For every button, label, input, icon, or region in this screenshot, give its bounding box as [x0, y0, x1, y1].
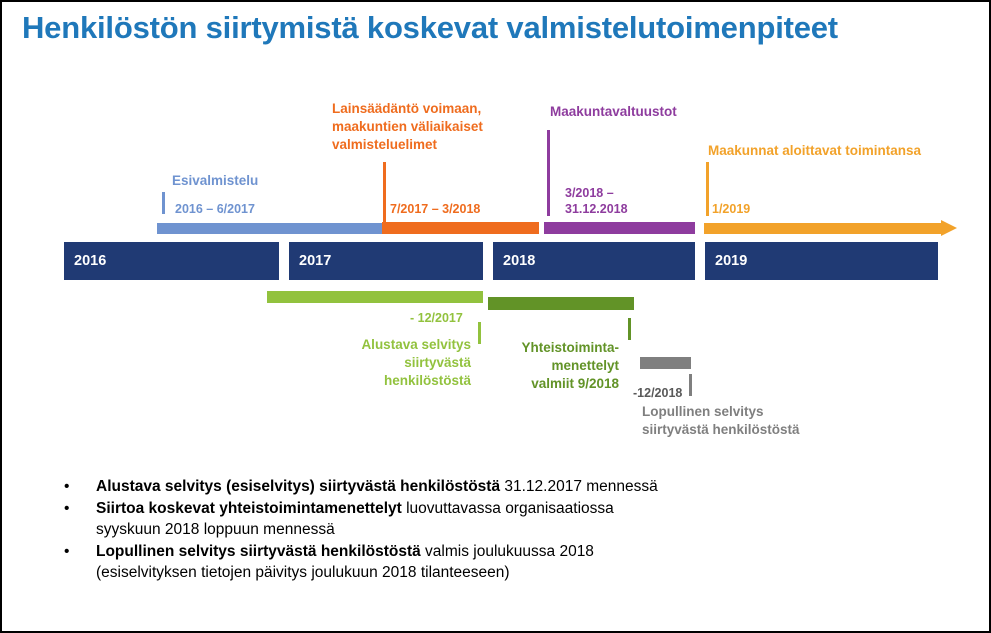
- maakunnat-bar: [704, 223, 943, 234]
- lopullinen-bar: [640, 357, 691, 369]
- bullet-item-3: [64, 541, 964, 583]
- yhteistoiminta-marker: [628, 318, 631, 340]
- esivalmistelu-bar: [157, 223, 382, 234]
- lopullinen-label-line-2: siirtyvästä henkilöstöstä: [642, 422, 800, 437]
- bullet-dot: •: [64, 543, 70, 560]
- bullet-1-text: 31.12.2017 mennessä: [500, 478, 658, 495]
- bullet-1-bold: Alustava selvitys (esiselvitys) siirtyvästä henkilöstöstä: [96, 478, 501, 495]
- yhteistoiminta-label-line-1: Yhteistoiminta-: [521, 340, 619, 355]
- bullet-3-continuation: (esiselvityksen tietojen päivitys joulukuun 2018 tilanteeseen): [96, 564, 510, 581]
- bullet-dot: •: [64, 500, 70, 517]
- year-2016: 2016: [64, 242, 279, 280]
- year-2017: 2017: [289, 242, 483, 280]
- lainsaadanto-label-line-2: maakuntien väliaikaiset: [332, 119, 483, 134]
- alustava-label-line-1: Alustava selvitys: [361, 337, 471, 352]
- maakuntavaltuustot-label: Maakuntavaltuustot: [550, 104, 677, 119]
- yhteistoiminta-label-line-2: menettelyt: [551, 358, 619, 373]
- yhteistoiminta-label-line-3: valmiit 9/2018: [531, 376, 619, 391]
- esivalmistelu-marker: [162, 192, 165, 214]
- year-2018: 2018: [493, 242, 695, 280]
- alustava-marker: [478, 322, 481, 344]
- lainsaadanto-label-line-1: Lainsäädäntö voimaan,: [332, 101, 482, 116]
- maakuntavaltuustot-bar: [544, 222, 695, 234]
- alustava-label-line-2: siirtyvästä: [404, 355, 471, 370]
- yhteistoiminta-bar: [488, 297, 634, 310]
- bullet-2-bold: Siirtoa koskevat yhteistoimintamenettelyt: [96, 500, 402, 517]
- lopullinen-label-line-1: Lopullinen selvitys: [642, 404, 764, 419]
- maakunnat-arrow-head: [941, 220, 957, 236]
- year-2019: 2019: [705, 242, 938, 280]
- maakunnat-date: 1/2019: [712, 202, 751, 216]
- maakuntavaltuustot-date-line-1: 3/2018 –: [565, 186, 614, 200]
- maakuntavaltuustot-marker: [547, 130, 550, 216]
- lainsaadanto-bar: [382, 222, 539, 234]
- bullet-2-continuation: syyskuun 2018 loppuun mennessä: [96, 521, 335, 538]
- maakunnat-label: Maakunnat aloittavat toimintansa: [708, 143, 922, 158]
- bullet-3-text: valmis joulukuussa 2018: [420, 543, 594, 560]
- slide-title: Henkilöstön siirtymistä koskevat valmistelutoimenpiteet: [22, 10, 838, 45]
- maakuntavaltuustot-date-line-2: 31.12.2018: [565, 202, 628, 216]
- bullet-item-2: [64, 498, 964, 540]
- bullet-3-bold: Lopullinen selvitys siirtyvästä henkilöstöstä: [96, 543, 421, 560]
- lainsaadanto-date: 7/2017 – 3/2018: [390, 202, 481, 216]
- bullet-dot: •: [64, 478, 70, 495]
- bullet-2-text: luovuttavassa organisaatiossa: [401, 500, 614, 517]
- alustava-bar: [267, 291, 483, 303]
- lainsaadanto-label-line-3: valmisteluelimet: [332, 137, 438, 152]
- lopullinen-marker: [689, 374, 692, 396]
- esivalmistelu-label: Esivalmistelu: [172, 173, 259, 188]
- alustava-date: - 12/2017: [410, 311, 463, 325]
- maakunnat-marker: [706, 162, 709, 216]
- lopullinen-date: -12/2018: [633, 386, 683, 400]
- bullet-list: [64, 476, 964, 584]
- bullet-item-1: [64, 476, 964, 497]
- esivalmistelu-date: 2016 – 6/2017: [175, 202, 255, 216]
- lainsaadanto-marker: [383, 162, 386, 222]
- alustava-label-line-3: henkilöstöstä: [383, 373, 471, 388]
